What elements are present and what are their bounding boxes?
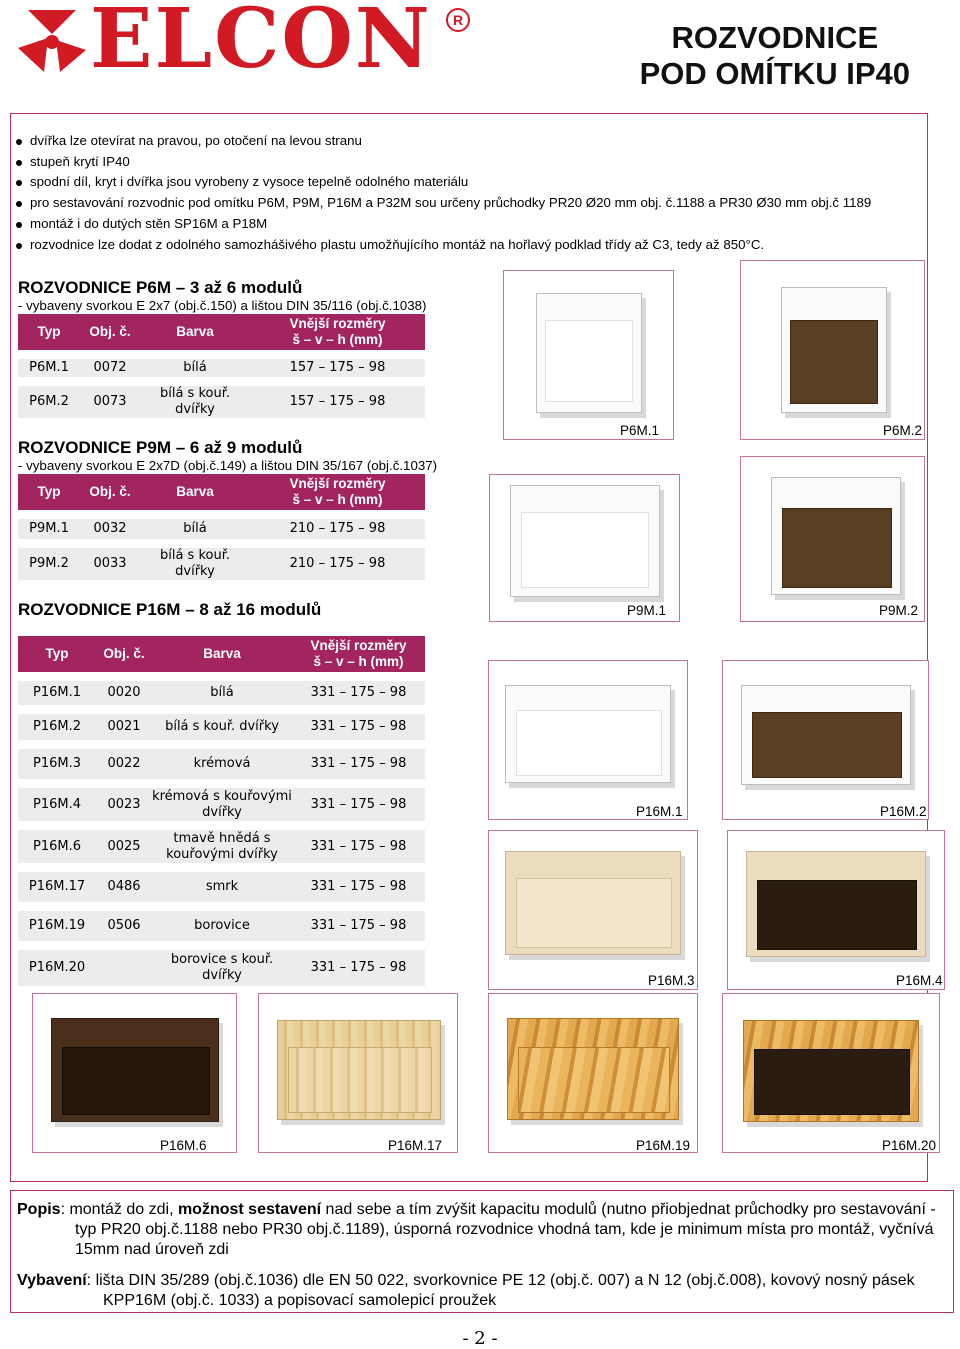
cell-typ: P6M.1 bbox=[18, 359, 80, 386]
caption-p16m-17: P16M.17 bbox=[388, 1138, 443, 1153]
table-row bbox=[18, 681, 425, 714]
col-obj: Obj. č. bbox=[80, 314, 140, 359]
enclosure-pine bbox=[507, 1018, 679, 1120]
product-image-p9m-2 bbox=[740, 456, 925, 622]
caption-p16m-2: P16M.2 bbox=[880, 804, 927, 819]
enclosure-dark-brown bbox=[51, 1018, 219, 1122]
product-image-p16m-1 bbox=[488, 660, 688, 820]
table-row bbox=[18, 359, 425, 386]
cell-barva: bílá s kouř. dvířky bbox=[140, 548, 250, 580]
product-image-p16m-19 bbox=[488, 993, 698, 1153]
col-barva: Barva bbox=[140, 314, 250, 359]
cell-obj: 0025 bbox=[96, 830, 152, 872]
cell-barva: bílá bbox=[152, 681, 292, 714]
cell-barva: bílá s kouř. dvířky bbox=[152, 714, 292, 749]
col-dim-line2: š – v – h (mm) bbox=[292, 492, 383, 507]
col-dim-line1: Vnější rozměry bbox=[289, 476, 386, 491]
enclosure-cream bbox=[746, 851, 926, 957]
feature-list bbox=[14, 131, 924, 255]
cell-typ: P16M.1 bbox=[18, 681, 96, 714]
cell-typ: P16M.4 bbox=[18, 788, 96, 830]
cell-typ: P16M.3 bbox=[18, 749, 96, 788]
cell-obj: 0021 bbox=[96, 714, 152, 749]
col-barva: Barva bbox=[152, 636, 292, 681]
p6m-section-title: ROZVODNICE P6M – 3 až 6 modulů bbox=[18, 278, 303, 297]
cell-typ: P16M.20 bbox=[18, 950, 96, 986]
col-typ: Typ bbox=[18, 636, 96, 681]
enclosure-white bbox=[510, 485, 660, 597]
door-pine bbox=[518, 1047, 670, 1113]
product-image-p6m-1 bbox=[503, 270, 674, 440]
cell-obj: 0073 bbox=[80, 386, 140, 418]
product-image-p16m-6 bbox=[32, 993, 237, 1153]
feature-item: pro sestavování rozvodnic pod omítku P6M, P9M, P16M a P32M sou určeny průchodky PR20 Ø20 mm obj. č.1188 a PR30 Ø30 mm obj.č 1189 bbox=[14, 193, 924, 214]
p16m-section-title: ROZVODNICE P16M – 8 až 16 modulů bbox=[18, 600, 322, 619]
p16m-table bbox=[18, 636, 425, 986]
col-typ: Typ bbox=[18, 474, 80, 519]
col-obj: Obj. č. bbox=[80, 474, 140, 519]
p9m-section-title: ROZVODNICE P9M – 6 až 9 modulů bbox=[18, 438, 303, 457]
col-dim-line2: š – v – h (mm) bbox=[313, 654, 404, 669]
enclosure-white bbox=[741, 685, 911, 785]
p9m-section-note: - vybaveny svorkou E 2x7D (obj.č.149) a lištou DIN 35/167 (obj.č.1037) bbox=[18, 458, 438, 473]
cell-barva: bílá bbox=[140, 359, 250, 386]
enclosure-pine bbox=[743, 1020, 919, 1122]
page-number: - 2 - bbox=[462, 1328, 498, 1349]
vybaveni-label: Vybavení bbox=[17, 1272, 87, 1289]
cell-dim: 331 – 175 – 98 bbox=[292, 788, 425, 830]
cell-barva: bílá s kouř. dvířky bbox=[140, 386, 250, 418]
cell-obj: 0023 bbox=[96, 788, 152, 830]
table-row bbox=[18, 519, 425, 548]
p6m-section-note: - vybaveny svorkou E 2x7 (obj.č.150) a lištou DIN 35/116 (obj.č.1038) bbox=[18, 298, 427, 313]
cell-typ: P6M.2 bbox=[18, 386, 80, 418]
cell-dim: 331 – 175 – 98 bbox=[292, 681, 425, 714]
table-row bbox=[18, 714, 425, 749]
cell-dim: 331 – 175 – 98 bbox=[292, 714, 425, 749]
caption-p16m-19: P16M.19 bbox=[636, 1138, 691, 1153]
vybaveni-text: : lišta DIN 35/289 (obj.č.1036) dle EN 50 022, svorkovnice PE 12 (obj.č. 007) a N 12 (obj.č.008), kovový nosný pásek KPP16M (obj.č. 1033) a popisovací samolepicí proužek bbox=[86, 1272, 915, 1309]
caption-p16m-6: P16M.6 bbox=[160, 1138, 207, 1153]
cell-barva: krémová bbox=[152, 749, 292, 788]
table-header-row bbox=[18, 474, 425, 519]
product-image-p16m-3 bbox=[488, 830, 698, 990]
popis-label: Popis bbox=[17, 1201, 61, 1218]
cell-barva: krémová s kouřovými dvířky bbox=[152, 788, 292, 830]
table-row bbox=[18, 548, 425, 580]
caption-p6m-1: P6M.1 bbox=[620, 423, 660, 438]
col-dim-line2: š – v – h (mm) bbox=[292, 332, 383, 347]
registered-mark: R bbox=[446, 8, 470, 32]
enclosure-white bbox=[536, 293, 642, 413]
enclosure-white bbox=[781, 287, 887, 413]
door-cream bbox=[516, 878, 672, 948]
cell-obj: 0022 bbox=[96, 749, 152, 788]
cell-typ: P16M.19 bbox=[18, 911, 96, 950]
cell-dim: 157 – 175 – 98 bbox=[250, 386, 425, 418]
cell-typ: P16M.2 bbox=[18, 714, 96, 749]
caption-p9m-1: P9M.1 bbox=[627, 603, 667, 618]
cell-barva: borovice bbox=[152, 911, 292, 950]
cell-obj bbox=[96, 950, 152, 986]
cell-obj: 0506 bbox=[96, 911, 152, 950]
cell-obj: 0072 bbox=[80, 359, 140, 386]
door-smoked bbox=[757, 880, 917, 950]
col-dim bbox=[250, 474, 425, 519]
col-dim-line1: Vnější rozměry bbox=[310, 638, 407, 653]
cell-barva: bílá bbox=[140, 519, 250, 548]
cell-typ: P16M.6 bbox=[18, 830, 96, 872]
cell-dim: 331 – 175 – 98 bbox=[292, 872, 425, 911]
popis-paragraph bbox=[11, 1200, 953, 1260]
feature-item: dvířka lze otevírat na pravou, po otočení na levou stranu bbox=[14, 131, 924, 152]
table-row bbox=[18, 872, 425, 911]
col-dim bbox=[292, 636, 425, 681]
door-spruce bbox=[288, 1047, 432, 1113]
caption-p16m-4: P16M.4 bbox=[896, 973, 943, 988]
cell-dim: 331 – 175 – 98 bbox=[292, 830, 425, 872]
cell-obj: 0020 bbox=[96, 681, 152, 714]
col-barva: Barva bbox=[140, 474, 250, 519]
col-typ: Typ bbox=[18, 314, 80, 359]
table-row bbox=[18, 950, 425, 986]
feature-item: montáž i do dutých stěn SP16M a P18M bbox=[14, 214, 924, 235]
cell-barva: tmavě hnědá s kouřovými dvířky bbox=[152, 830, 292, 872]
table-header-row bbox=[18, 636, 425, 681]
brand-name: ELCON bbox=[90, 0, 432, 87]
table-row bbox=[18, 830, 425, 872]
popis-text-2: nad sebe a tím zvýšit kapacitu modulů (nutno přiobjednat průchodky pro sestavování - typ PR20 obj.č.1188 nebo PR30 obj.č.1189), úsporná rozvodnice vhodná tam, kde je minimum místa pro montáž, vyčnívá 15mm nad úroveň zdi bbox=[75, 1201, 936, 1258]
cell-dim: 210 – 175 – 98 bbox=[250, 519, 425, 548]
product-image-p6m-2 bbox=[740, 260, 925, 440]
door-white bbox=[516, 710, 662, 776]
door-smoked bbox=[62, 1047, 210, 1115]
table-row bbox=[18, 749, 425, 788]
info-box bbox=[10, 1190, 954, 1313]
door-smoked bbox=[782, 508, 892, 588]
product-image-p16m-4 bbox=[727, 830, 945, 990]
cell-barva: smrk bbox=[152, 872, 292, 911]
cell-dim: 331 – 175 – 98 bbox=[292, 911, 425, 950]
table-row bbox=[18, 386, 425, 418]
cell-typ: P16M.17 bbox=[18, 872, 96, 911]
caption-p6m-2: P6M.2 bbox=[883, 423, 923, 438]
cell-dim: 331 – 175 – 98 bbox=[292, 749, 425, 788]
enclosure-white bbox=[771, 477, 901, 595]
feature-item: rozvodnice lze dodat z odolného samozhášivého plastu umožňujícího montáž na hořlavý podklad třídy až C3, tedy až 850°C. bbox=[14, 235, 924, 256]
product-image-p9m-1 bbox=[489, 474, 680, 622]
door-white bbox=[521, 512, 649, 588]
cell-dim: 331 – 175 – 98 bbox=[292, 950, 425, 986]
cell-dim: 157 – 175 – 98 bbox=[250, 359, 425, 386]
p6m-table bbox=[18, 314, 425, 418]
door-white bbox=[545, 320, 633, 402]
product-image-p16m-17 bbox=[258, 993, 458, 1153]
cell-dim: 210 – 175 – 98 bbox=[250, 548, 425, 580]
col-dim bbox=[250, 314, 425, 359]
enclosure-cream bbox=[505, 851, 681, 955]
popis-bold: možnost sestavení bbox=[177, 1201, 322, 1218]
product-image-p16m-20 bbox=[722, 993, 940, 1153]
table-row bbox=[18, 788, 425, 830]
vybaveni-paragraph bbox=[11, 1271, 953, 1311]
product-image-p16m-2 bbox=[722, 660, 929, 820]
p9m-table bbox=[18, 474, 425, 580]
elcon-logo-mark-icon bbox=[14, 4, 90, 76]
cell-barva: borovice s kouř. dvířky bbox=[152, 950, 292, 986]
page-title bbox=[640, 20, 910, 92]
enclosure-spruce bbox=[277, 1020, 441, 1120]
col-obj: Obj. č. bbox=[96, 636, 152, 681]
feature-item: stupeň krytí IP40 bbox=[14, 152, 924, 173]
page-title-line2: POD OMÍTKU IP40 bbox=[639, 56, 910, 91]
door-smoked bbox=[752, 712, 902, 778]
page-title-line1: ROZVODNICE bbox=[671, 20, 879, 55]
caption-p9m-2: P9M.2 bbox=[879, 603, 919, 618]
caption-p16m-20: P16M.20 bbox=[882, 1138, 937, 1153]
cell-obj: 0486 bbox=[96, 872, 152, 911]
feature-item: spodní díl, kryt i dvířka jsou vyrobeny z vysoce tepelně odolného materiálu bbox=[14, 172, 924, 193]
door-smoked bbox=[754, 1049, 910, 1115]
table-header-row bbox=[18, 314, 425, 359]
elcon-logo bbox=[14, 0, 464, 87]
caption-p16m-3: P16M.3 bbox=[648, 973, 695, 988]
door-smoked bbox=[790, 320, 878, 404]
popis-text-1: : montáž do zdi, bbox=[60, 1201, 178, 1218]
table-row bbox=[18, 911, 425, 950]
cell-typ: P9M.2 bbox=[18, 548, 80, 580]
col-dim-line1: Vnější rozměry bbox=[289, 316, 386, 331]
enclosure-white bbox=[505, 685, 671, 783]
cell-obj: 0032 bbox=[80, 519, 140, 548]
cell-typ: P9M.1 bbox=[18, 519, 80, 548]
cell-obj: 0033 bbox=[80, 548, 140, 580]
caption-p16m-1: P16M.1 bbox=[636, 804, 683, 819]
